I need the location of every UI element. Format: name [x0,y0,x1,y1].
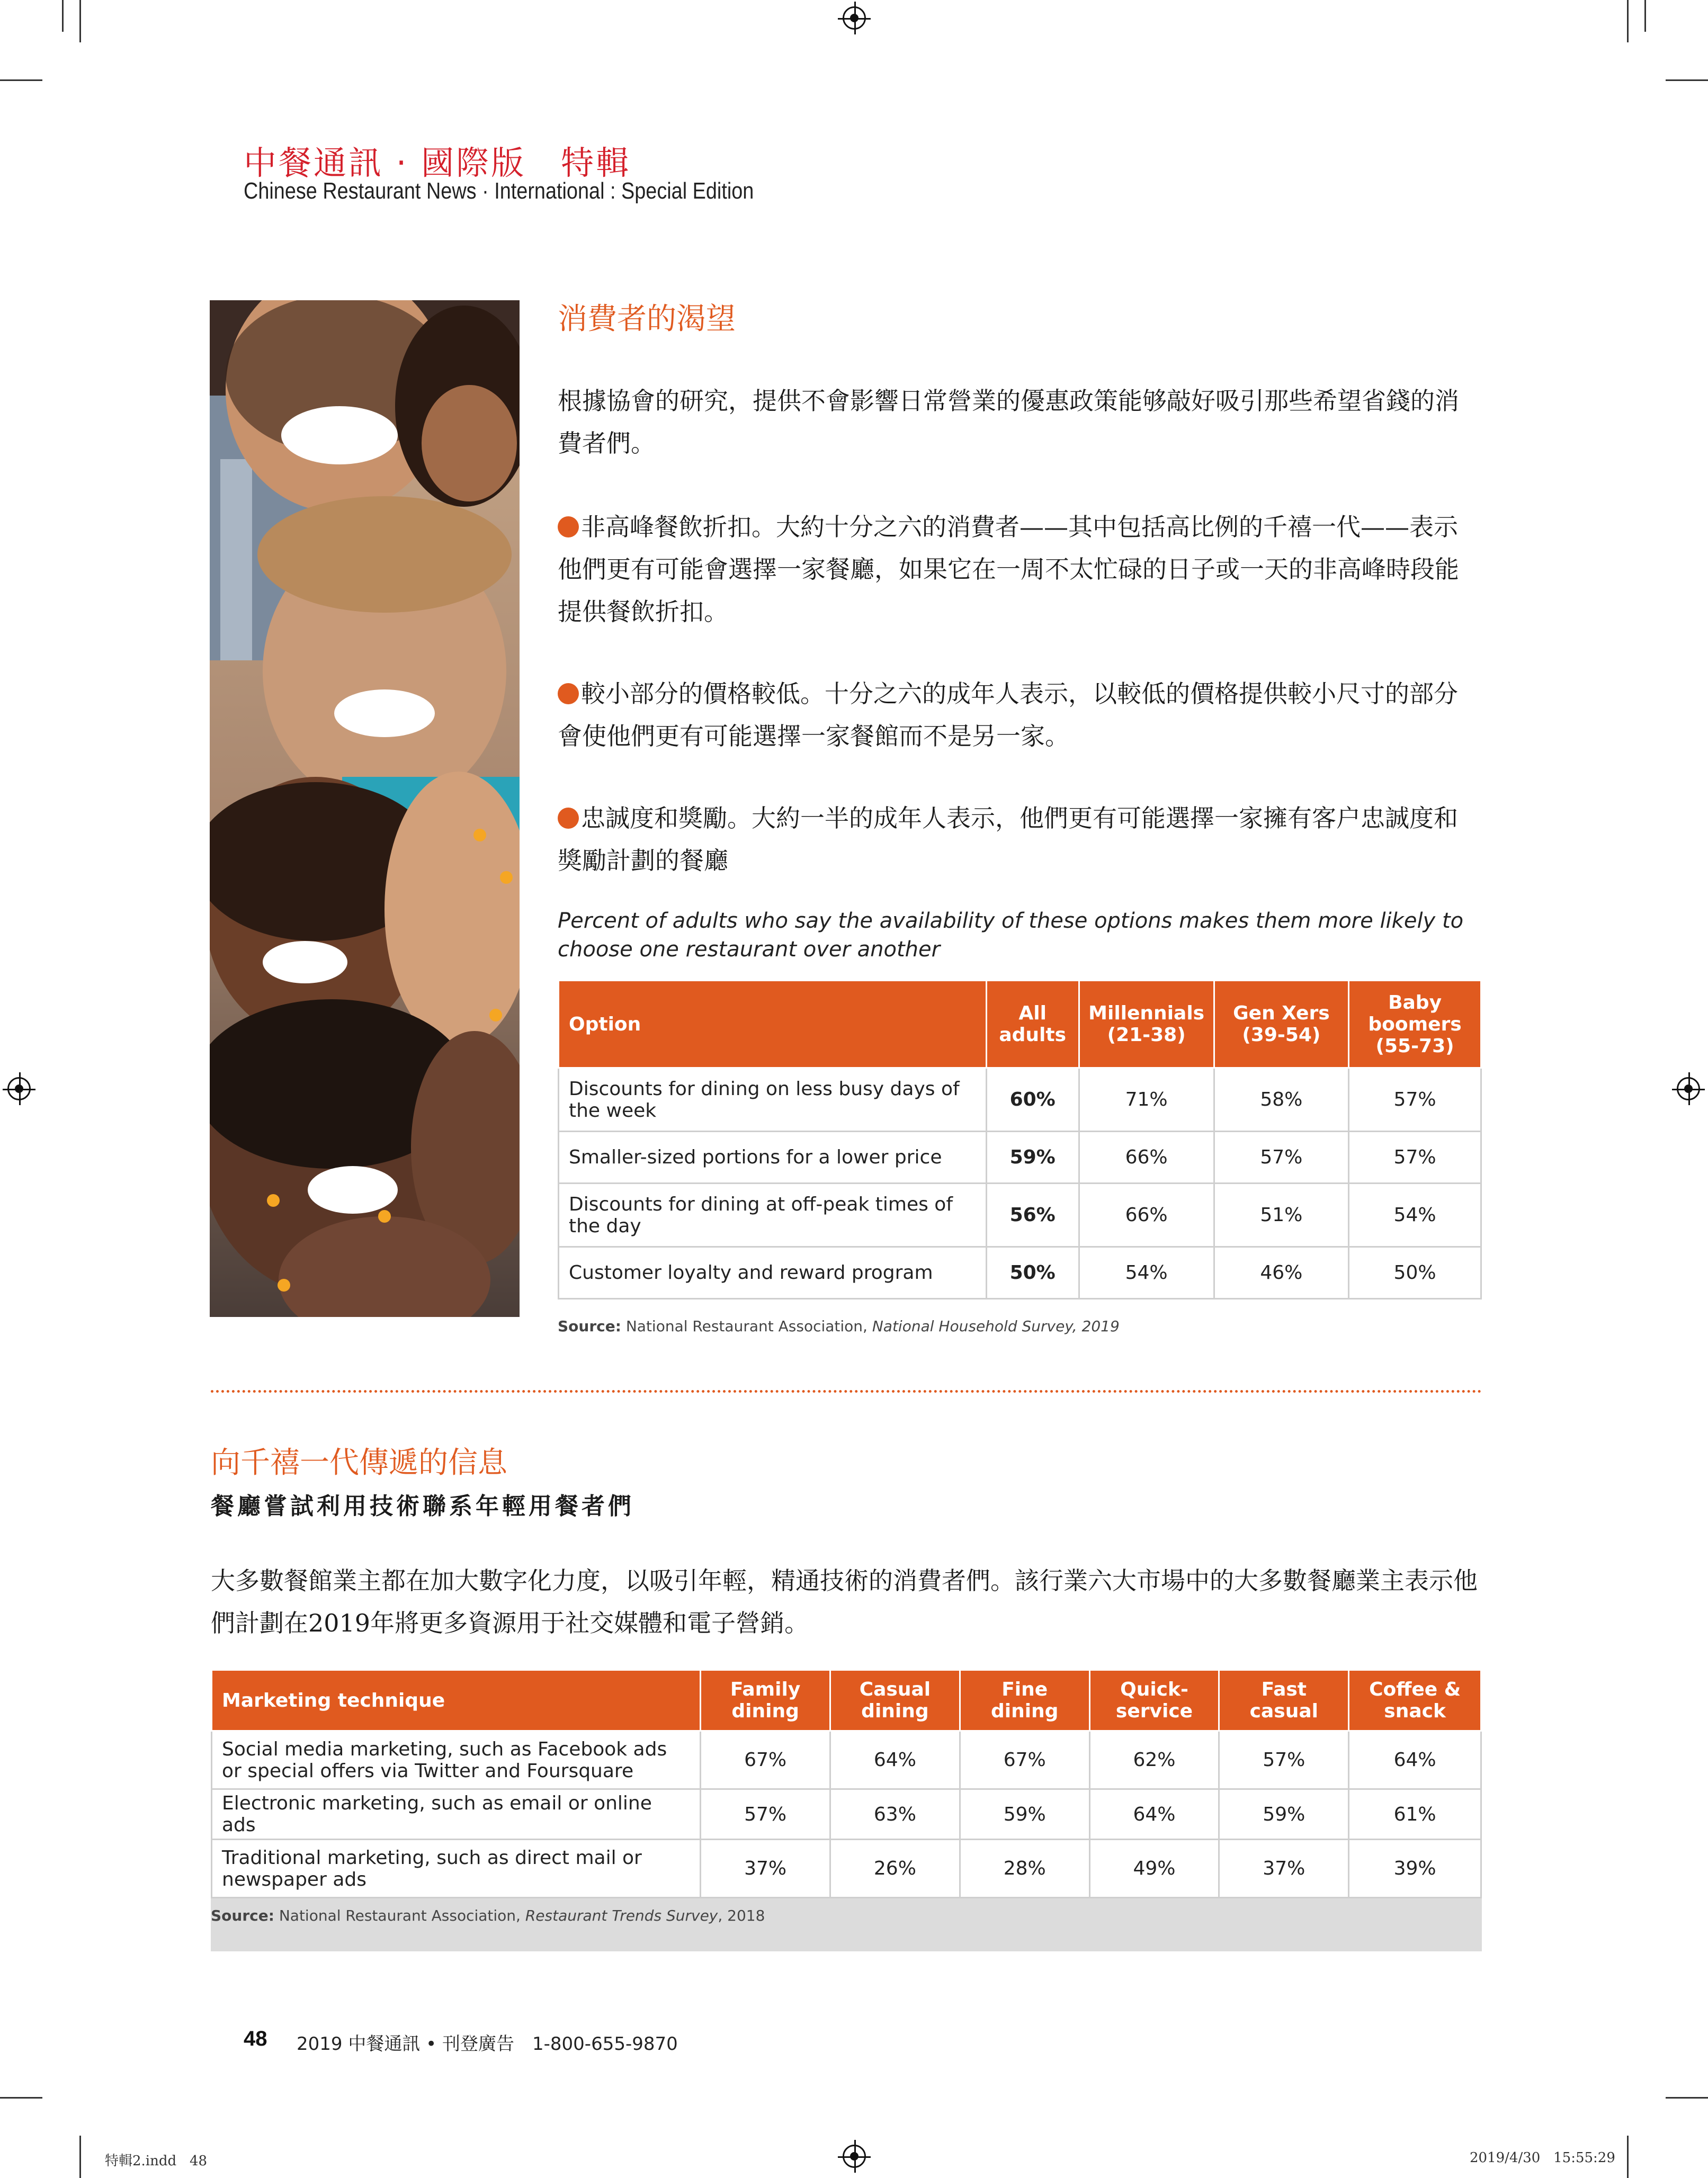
cell-value: 59% [986,1132,1079,1184]
column-header: Millennials (21-38) [1079,981,1214,1068]
marketing-table [211,1669,1482,1898]
cell-value: 54% [1079,1247,1214,1299]
header-title-en: Chinese Restaurant News · International : Special Edition [244,178,754,204]
cell-value: 59% [960,1789,1089,1840]
cell-value: 50% [986,1247,1079,1299]
registration-mark-icon [843,6,866,30]
cell-value: 61% [1349,1789,1481,1840]
table-header-row [559,981,1481,1068]
column-header: Option [559,981,987,1068]
cell-value: 51% [1214,1184,1348,1247]
registration-mark-icon [843,2145,866,2168]
crop-mark [79,0,81,42]
slug-left: 特輯2.indd 48 [105,2153,208,2169]
column-header: Quick-service [1089,1670,1219,1731]
crop-mark [1666,2097,1708,2099]
section2-subheading: 餐廳嘗試利用技術聯系年輕用餐者們 [211,1493,634,1520]
table-row [559,1132,1481,1184]
source-year: , 2018 [718,1907,765,1924]
crop-mark [1627,0,1629,42]
cell-value: 63% [830,1789,960,1840]
cell-value: 49% [1089,1840,1219,1898]
page-number: 48 [244,2027,267,2050]
crop-mark [1627,2136,1629,2178]
bullet-item [558,673,1482,757]
header-title-cn: 中餐通訊 · 國際版 特輯 [244,144,631,182]
column-header: All adults [986,981,1079,1068]
cell-value: 37% [701,1840,830,1898]
bullet-text: 非高峰餐飲折扣。大約十分之六的消費者——其中包括高比例的千禧一代——表示他們更有可能會選擇一家餐廳，如果它在一周不太忙碌的日子或一天的非高峰時段能提供餐飲折扣。 [558,513,1459,626]
cell-value: 59% [1219,1789,1349,1840]
column-header: Marketing technique [212,1670,701,1731]
source-note [211,1898,1482,1951]
crop-mark [79,2136,81,2178]
row-label: Traditional marketing, such as direct mail or newspaper ads [212,1840,701,1898]
bullet-item [558,506,1482,633]
table-header-row [212,1670,1481,1731]
column-header: Coffee & snack [1349,1670,1481,1731]
column-header: Baby boomers (55-73) [1349,981,1481,1068]
table-caption: Percent of adults who say the availability of these options makes them more likely to choose one restaurant over another [558,909,1464,962]
bullet-dot-icon [558,808,579,829]
cell-value: 66% [1079,1184,1214,1247]
dotted-divider [211,1390,1482,1393]
column-header: Family dining [701,1670,830,1731]
cell-value: 60% [986,1068,1079,1132]
source-label: Source: [558,1317,621,1335]
people-photo [210,300,520,1317]
source-label: Source: [211,1907,274,1924]
table-row [559,1247,1481,1299]
cell-value: 64% [830,1731,960,1789]
registration-mark-icon [7,1077,31,1100]
cell-value: 57% [1349,1132,1481,1184]
cell-value: 50% [1349,1247,1481,1299]
source-italic: Restaurant Trends Survey [525,1907,718,1924]
cell-value: 67% [960,1731,1089,1789]
source-text: National Restaurant Association, [279,1907,521,1924]
section2-heading: 向千禧一代傳遞的信息 [211,1446,507,1480]
cell-value: 57% [1214,1132,1348,1184]
crop-mark [1644,0,1646,32]
table-row [212,1789,1481,1840]
bullet-dot-icon [558,683,579,704]
cell-value: 57% [701,1789,830,1840]
crop-mark [62,0,64,32]
registration-mark-icon [1677,1077,1700,1100]
column-header: Fast casual [1219,1670,1349,1731]
cell-value: 66% [1079,1132,1214,1184]
table-row [559,1068,1481,1132]
cell-value: 67% [701,1731,830,1789]
row-label: Discounts for dining at off-peak times of the day [559,1184,987,1247]
crop-mark [0,79,42,81]
cell-value: 64% [1089,1789,1219,1840]
source-note [558,1317,1120,1335]
crop-mark [0,2097,42,2099]
cell-value: 71% [1079,1068,1214,1132]
table-row [212,1840,1481,1898]
cell-value: 46% [1214,1247,1348,1299]
photo-illustration [210,300,520,1317]
table-row [212,1731,1481,1789]
cell-value: 56% [986,1184,1079,1247]
bullet-dot-icon [558,516,579,537]
column-header: Casual dining [830,1670,960,1731]
column-header: Fine dining [960,1670,1089,1731]
source-text: National Restaurant Association, [625,1317,868,1335]
source-italic: National Household Survey, 2019 [872,1317,1120,1335]
section1-heading: 消費者的渴望 [558,302,736,336]
cell-value: 26% [830,1840,960,1898]
cell-value: 28% [960,1840,1089,1898]
bullet-text: 較小部分的價格較低。十分之六的成年人表示，以較低的價格提供較小尺寸的部分會使他們更有可能選擇一家餐館而不是另一家。 [558,679,1458,750]
crop-mark [1666,79,1708,81]
cell-value: 58% [1214,1068,1348,1132]
section2-body: 大多數餐館業主都在加大數字化力度，以吸引年輕，精通技術的消費者們。該行業六大市場中的大多數餐廳業主表示他們計劃在2019年將更多資源用于社交媒體和電子營銷。 [211,1566,1478,1637]
row-label: Customer loyalty and reward program [559,1247,987,1299]
row-label: Electronic marketing, such as email or online ads [212,1789,701,1840]
cell-value: 39% [1349,1840,1481,1898]
cell-value: 64% [1349,1731,1481,1789]
row-label: Smaller-sized portions for a lower price [559,1132,987,1184]
cell-value: 62% [1089,1731,1219,1789]
options-table [558,980,1482,1299]
cell-value: 54% [1349,1184,1481,1247]
cell-value: 57% [1219,1731,1349,1789]
cell-value: 37% [1219,1840,1349,1898]
cell-value: 57% [1349,1068,1481,1132]
section1-intro: 根據協會的研究，提供不會影響日常營業的優惠政策能够敲好吸引那些希望省錢的消費者們。 [558,387,1459,458]
row-label: Social media marketing, such as Facebook ads or special offers via Twitter and Foursquare [212,1731,701,1789]
slug-right: 2019/4/30 15:55:29 [1470,2150,1615,2166]
footer-text: 2019 中餐通訊 • 刊登廣告 1-800-655-9870 [297,2033,678,2055]
row-label: Discounts for dining on less busy days of the week [559,1068,987,1132]
bullet-text: 忠誠度和獎勵。大約一半的成年人表示，他們更有可能選擇一家擁有客户忠誠度和獎勵計劃的餐廳 [558,804,1458,875]
bullet-item [558,797,1482,882]
column-header: Gen Xers (39-54) [1214,981,1348,1068]
table-row [559,1184,1481,1247]
